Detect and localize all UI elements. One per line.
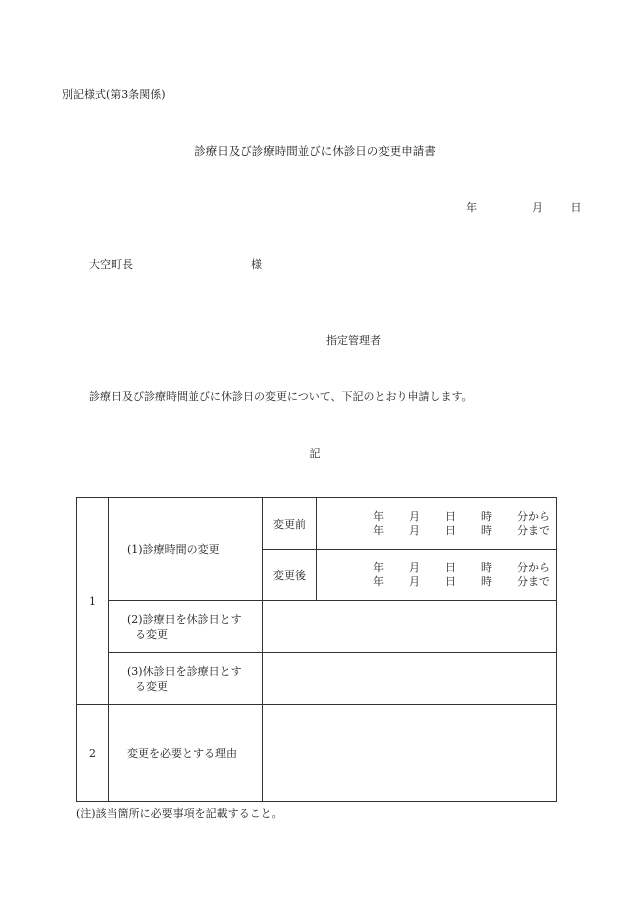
reason-field[interactable] xyxy=(263,705,557,802)
after-to-minute: 分まで xyxy=(517,575,550,588)
before-from-row xyxy=(373,510,556,524)
date-line xyxy=(466,199,582,215)
item1-label: (1)診療時間の変更 xyxy=(109,498,263,601)
applicant-label: 指定管理者 xyxy=(326,334,381,347)
before-datetime-field[interactable] xyxy=(317,498,557,550)
item2-field[interactable] xyxy=(263,601,557,653)
after-from-minute: 分から xyxy=(517,561,550,574)
date-year: 年 xyxy=(466,201,477,214)
body-text: 診療日及び診療時間並びに休診日の変更について、下記のとおり申請します。 xyxy=(89,390,473,403)
application-table xyxy=(76,497,557,802)
after-from-day: 日 xyxy=(445,561,456,574)
before-to-minute: 分まで xyxy=(517,523,550,537)
addressee-honorific: 様 xyxy=(251,258,262,271)
after-label: 変更後 xyxy=(263,550,317,601)
addressee xyxy=(89,256,262,272)
item3-label-line2: る変更 xyxy=(135,679,168,693)
item3-label xyxy=(109,653,263,705)
before-from-minute: 分から xyxy=(517,509,550,523)
after-to-row xyxy=(373,575,556,589)
footnote: (注)該当箇所に必要事項を記載すること。 xyxy=(76,807,283,820)
row1-number: 1 xyxy=(77,498,109,705)
date-month: 月 xyxy=(532,201,543,214)
before-to-year: 年 xyxy=(373,523,384,537)
after-from-row xyxy=(373,561,556,575)
after-to-hour: 時 xyxy=(481,575,492,588)
before-to-row xyxy=(373,524,556,538)
document-title: 診療日及び診療時間並びに休診日の変更申請書 xyxy=(194,144,436,158)
after-from-month: 月 xyxy=(409,561,420,574)
after-from-year: 年 xyxy=(373,561,384,574)
after-to-month: 月 xyxy=(409,575,420,588)
form-label: 別記様式(第3条関係) xyxy=(62,88,166,101)
after-to-year: 年 xyxy=(373,575,384,588)
before-from-month: 月 xyxy=(409,509,420,523)
before-to-day: 日 xyxy=(445,523,456,537)
before-to-month: 月 xyxy=(409,523,420,537)
ki-heading: 記 xyxy=(309,447,321,460)
before-from-hour: 時 xyxy=(481,509,492,523)
after-from-hour: 時 xyxy=(481,561,492,574)
addressee-name: 大空町長 xyxy=(89,258,133,271)
date-day: 日 xyxy=(570,201,582,214)
before-to-hour: 時 xyxy=(481,523,492,537)
after-datetime-field[interactable] xyxy=(317,550,557,601)
before-from-day: 日 xyxy=(445,509,456,523)
before-from-year: 年 xyxy=(373,509,384,523)
after-to-day: 日 xyxy=(445,575,456,588)
row2-number: 2 xyxy=(77,705,109,802)
item3-label-line1: (3)休診日を診療日とす xyxy=(127,664,242,678)
item3-field[interactable] xyxy=(263,653,557,705)
item2-label xyxy=(109,601,263,653)
item2-label-line2: る変更 xyxy=(135,627,168,641)
reason-label: 変更を必要とする理由 xyxy=(109,705,263,802)
before-label: 変更前 xyxy=(263,498,317,550)
item2-label-line1: (2)診療日を休診日とす xyxy=(127,612,242,626)
